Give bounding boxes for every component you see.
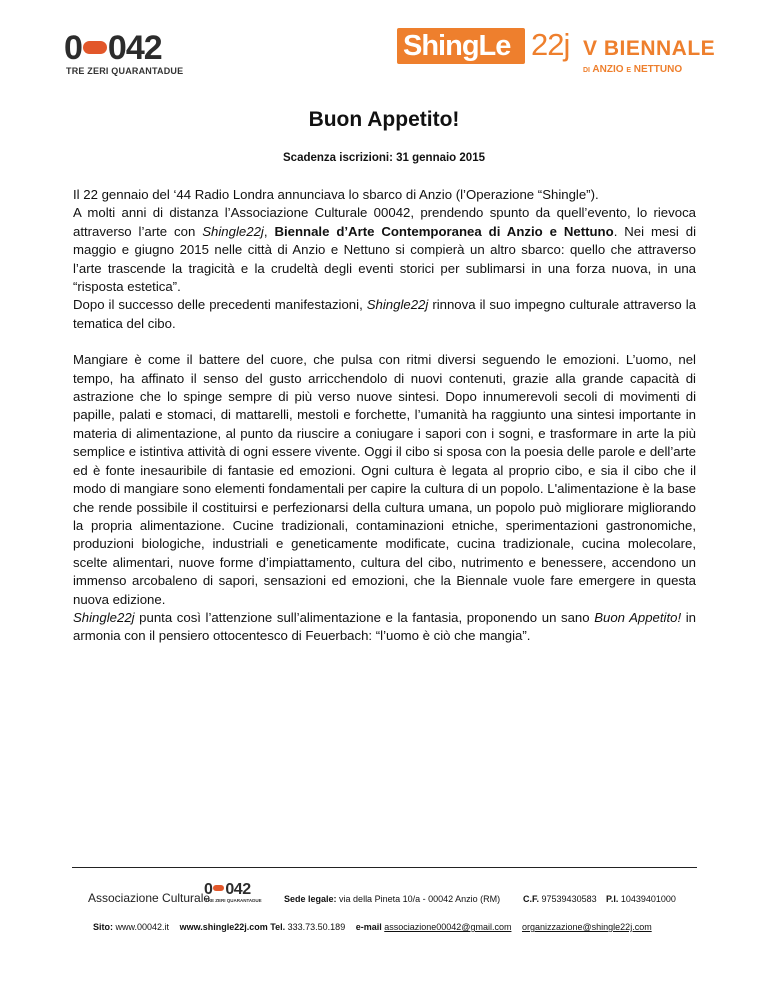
email-link-1[interactable]: associazione00042@gmail.com: [384, 922, 512, 932]
paragraph-3: Dopo il successo delle precedenti manifestazioni, Shingle22j rinnova il suo impegno culturale attraverso la tematica del cibo.: [73, 297, 696, 331]
email-link-2[interactable]: organizzazione@shingle22j.com: [521, 922, 652, 932]
biennale-label: V BIENNALE: [583, 37, 716, 60]
footer-logo-pill-icon: [213, 885, 224, 891]
logo-pill-icon: [83, 41, 107, 54]
footer-tel: Tel. 333.73.50.189: [270, 922, 346, 932]
footer-logo: 0 042 TRE ZERI QUARANTADUE: [204, 881, 262, 903]
footer-sede: Sede legale: via della Pineta 10/a - 00042 Anzio (RM): [284, 894, 501, 904]
deadline: Scadenza iscrizioni: 31 gennaio 2015: [283, 152, 485, 164]
footer-pi: P.I. 10439401000: [606, 894, 676, 904]
footer-cf: C.F. 97539430583: [523, 894, 597, 904]
footer-line-1: [88, 881, 708, 910]
shingle-box: [397, 28, 525, 64]
shingle-number: 22j: [531, 27, 570, 62]
document-body: [73, 186, 696, 646]
logo-00042: [64, 30, 196, 76]
paragraph-2: A molti anni di distanza l’Associazione Culturale 00042, prendendo spunto da quell’evento, lo rievoca attraverso l’arte con Shingle22j, Biennale d’Arte Contemporanea di Anzio e Nettuno. Nei mesi di maggio e giugno 2015 nelle città di Anzio e Nettuno si compierà un altro sbarco: quello che attraverso l’arte trascende la tragicità e la crudeltà degli eventi storici per sublimarsi in una forza nuova, in una “risposta estetica”.: [73, 205, 697, 295]
paragraph-4: Mangiare è come il battere del cuore, che pulsa con ritmi diversi seguendo le emozioni. L’uomo, nel tempo, ha affinato il senso del gusto arricchendolo di nuovi contenuti, grazie alla grande capacità di astrazione che lo spinge sempre di più verso nuove sintesi. Dopo innumerevoli secoli di movimenti di papille, palati e stomaci, di mattarelli, mestoli e forchette, l’umanità ha raggiunto una sintesi importante in materia di alimentazione, al punto da riuscire a coniugare i sapori con i sogni, e trasformare in arte la più semplice e istintiva attività di ogni essere vivente. Oggi il cibo si sposa con la poesia delle parole e dell’arte ed è fonte inesauribile di fantasie ed emozioni. Ogni cultura è legata al proprio cibo, e sia il cibo che il modo di mangiare sono elementi fondamentali per capire la cultura di un popolo. L'alimentazione è la base che rende possibile il costituirsi e perfezionarsi della cultura umana, un popolo può migliorare migliorando la propria alimentazione. Cucine tradizionali, contaminazioni etniche, sperimentazioni gastronomiche, produzioni biologiche, industriali e geneticamente modificate, cucina tradizionale, cucina molecolare, scelte alimentari, nuove forme d’impiattamento, cultura del cibo, nutrimento e benessere, accendono un immenso arcobaleno di sapori, sensazioni ed emozioni, che la Biennale vuole fare emergere in questa nuova edizione.: [73, 352, 696, 607]
footer-assoc: Associazione Culturale: [88, 891, 211, 905]
logo-digits: 0 042: [64, 29, 162, 67]
biennale-place: DI ANZIO E NETTUNO: [583, 64, 683, 75]
footer-email: e-mail associazione00042@gmail.com: [355, 922, 512, 932]
footer-line-2: [93, 922, 693, 932]
footer-site2-link[interactable]: www.shingle22j.com: [179, 922, 268, 932]
footer-sito: Sito: www.00042.it: [93, 922, 170, 932]
footer-divider: [72, 867, 697, 868]
logo-shingle22j: [397, 28, 733, 86]
paragraph-5: Shingle22j punta così l’attenzione sull’alimentazione e la fantasia, proponendo un sano Buon Appetito! in armonia con il pensiero ottocentesco di Feuerbach: “l’uomo è ciò che mangia”.: [73, 609, 696, 644]
shingle-word: ShingLe: [403, 30, 511, 62]
logo-tagline: TRE ZERI QUARANTADUE: [66, 66, 184, 76]
page-title: Buon Appetito!: [308, 108, 460, 131]
paragraph-1: Il 22 gennaio del ‘44 Radio Londra annunciava lo sbarco di Anzio (l’Operazione “Shingle”).: [73, 187, 599, 202]
